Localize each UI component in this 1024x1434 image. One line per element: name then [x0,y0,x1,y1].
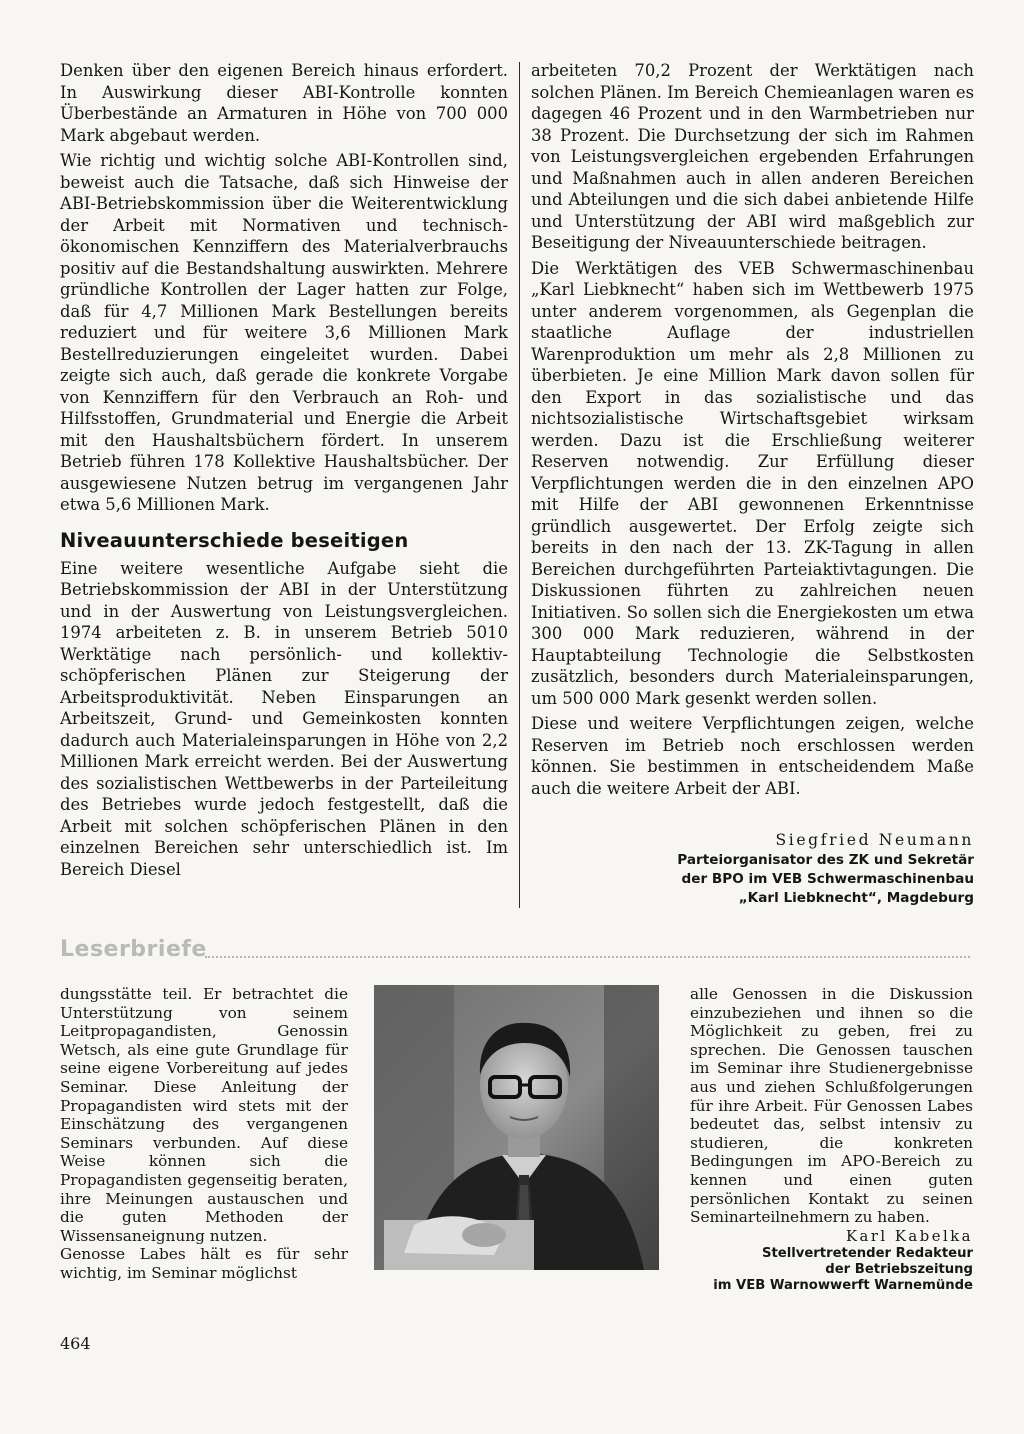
author-role [690,1246,973,1294]
author-role-line: „Karl Liebknecht“, Magdeburg [738,890,974,906]
section-label: Leserbriefe [60,937,207,962]
section-divider [205,956,970,958]
section-heading: Niveauunterschiede beseitigen [60,528,409,552]
paragraph: dungsstätte teil. Er betrachtet die Unterstützung von seinem Leitpropagandisten, Genossin Wetsch, als eine gute Grundlage für seine eigene Vorbereitung auf jedes Seminar. Diese Anleitung der Propagandisten wird stets mit der Einschätzung des vergangenen Seminars verbunden. Auf diese Weise können sich die Propagandisten gegenseitig beraten, ihre Meinungen austauschen und die guten Methoden der Wissensaneignung nutzen. [60,985,348,1245]
author-role-line: im VEB Warnowwerft Warnemünde [713,1277,973,1293]
paragraph: alle Genossen in die Diskussion einzubeziehen und ihnen so die Möglichkeit zu geben, frei zu sprechen. Die Genossen tauschen im Seminar ihre Studienergebnisse aus und ziehen Schlußfolgerungen für ihre Arbeit. Für Genossen Labes bedeutet das, selbst intensiv zu studieren, die konkreten Bedingungen im APO-Bereich zu kennen und einen guten persönlichen Kontakt zu seinen Seminarteilnehmern zu haben. [690,985,973,1227]
letter-right-column [690,985,973,1294]
paragraph: arbeiteten 70,2 Prozent der Werktätigen nach solchen Plänen. Im Bereich Chemieanlagen waren es dagegen 46 Prozent und in den Warmbetrieben nur 38 Prozent. Die Durchsetzung der sich im Rahmen von Leistungsvergleichen ergebenden Erfahrungen und Maßnahmen auch in allen anderen Bereichen und Abteilungen und die sich dabei anbietende Hilfe und Unterstützung der ABI wird maßgeblich zur Beseitigung der Niveauunterschiede beitragen. [531,61,974,252]
author-role-line: Stellvertretender Redakteur [761,1245,973,1261]
portrait-photo [374,985,659,1270]
author-signature: Siegfried Neumann [775,831,974,849]
author-role-line: Parteiorganisator des ZK und Sekretär [677,852,974,868]
paragraph: Eine weitere wesentliche Aufgabe sieht die Betriebskommission der ABI in der Unterstützung und in der Auswertung von Leistungsvergleichen. 1974 arbeiteten z. B. in unserem Betrieb 5010 Werktätige nach persönlich- und kollektiv-schöpferischen Plänen zur Steigerung der Arbeitsproduktivität. Neben Einsparungen an Arbeitszeit, Grund- und Gemeinkosten konnten dadurch auch Materialeinsparungen in Höhe von 2,2 Millionen Mark erreicht werden. Bei der Auswertung des sozialistischen Wettbewerbs in der Parteileitung des Betriebes wurde jedoch festgestellt, daß die Arbeit mit solchen schöpferischen Plänen in den einzelnen Bereichen sehr unterschiedlich ist. Im Bereich Diesel [60,558,508,879]
left-column [60,60,508,884]
author-role-line: der BPO im VEB Schwermaschinenbau [681,871,974,887]
paragraph: Die Werktätigen des VEB Schwermaschinenbau „Karl Liebknecht“ haben sich im Wettbewerb 1975 unter anderem vorgenommen, als Gegenplan die staatliche Auflage der industriellen Warenproduktion um mehr als 2,8 Millionen zu überbieten. Je eine Million Mark davon sollen für den Export in das sozialistische und das nichtsozialistische Wirtschaftsgebiet wirksam werden. Dazu ist die Erschließung weiterer Reserven notwendig. Zur Erfüllung dieser Verpflichtungen werden die in den einzelnen APO mit Hilfe der ABI gewonnenen Erkenntnisse gründlich ausgewertet. Der Erfolg zeigte sich bereits in den nach der 13. ZK-Tagung in allen Bereichen durchgeführten Parteiaktivtagungen. Die Diskussionen führten zu zahlreichen neuen Initiativen. So sollen sich die Energiekosten um etwa 300 000 Mark reduzieren, während in der Hauptabteilung Technologie die Selbstkosten zusätzlich, besonders durch Materialeinsparungen, um 500 000 Mark gesenkt werden sollen. [531,258,974,708]
paragraph: Denken über den eigenen Bereich hinaus erfordert. In Auswirkung dieser ABI-Kontrolle konnten Überbestände an Armaturen in Höhe von 700 000 Mark abgebaut werden. [60,61,508,145]
author-role [531,851,974,908]
author-signature: Karl Kabelka [845,1227,973,1245]
paragraph: Genosse Labes hält es für sehr wichtig, im Seminar möglichst [60,1245,348,1282]
paragraph: Wie richtig und wichtig solche ABI-Kontrollen sind, beweist auch die Tatsache, daß sich Hinweise der ABI-Betriebskommission über die Weiterentwicklung der Arbeit mit Normativen und technisch-ökonomischen Kennziffern des Materialverbrauchs positiv auf die Bestandshaltung auswirkten. Mehrere gründliche Kontrollen der Lager hatten zur Folge, daß für 4,7 Millionen Mark Bestellungen bereits reduziert und für weitere 3,6 Millionen Mark Bestellreduzierungen eingeleitet wurden. Dabei zeigte sich auch, daß gerade die konkrete Vorgabe von Kennziffern für den Verbrauch an Roh- und Hilfsstoffen, Grundmaterial und Energie die Arbeit mit den Haushaltsbüchern fördert. In unserem Betrieb führen 178 Kollektive Haushaltsbücher. Der ausgewiesene Nutzen betrug im vergangenen Jahr etwa 5,6 Millionen Mark. [60,151,508,514]
right-column [531,60,974,908]
letter-left-column [60,985,348,1283]
paragraph: Diese und weitere Verpflichtungen zeigen, welche Reserven im Betrieb noch erschlossen werden können. Sie bestimmen in entscheidendem Maße auch die weitere Arbeit der ABI. [531,714,974,798]
author-role-line: der Betriebszeitung [825,1261,973,1277]
page-number: 464 [60,1334,91,1353]
column-divider [519,62,520,908]
